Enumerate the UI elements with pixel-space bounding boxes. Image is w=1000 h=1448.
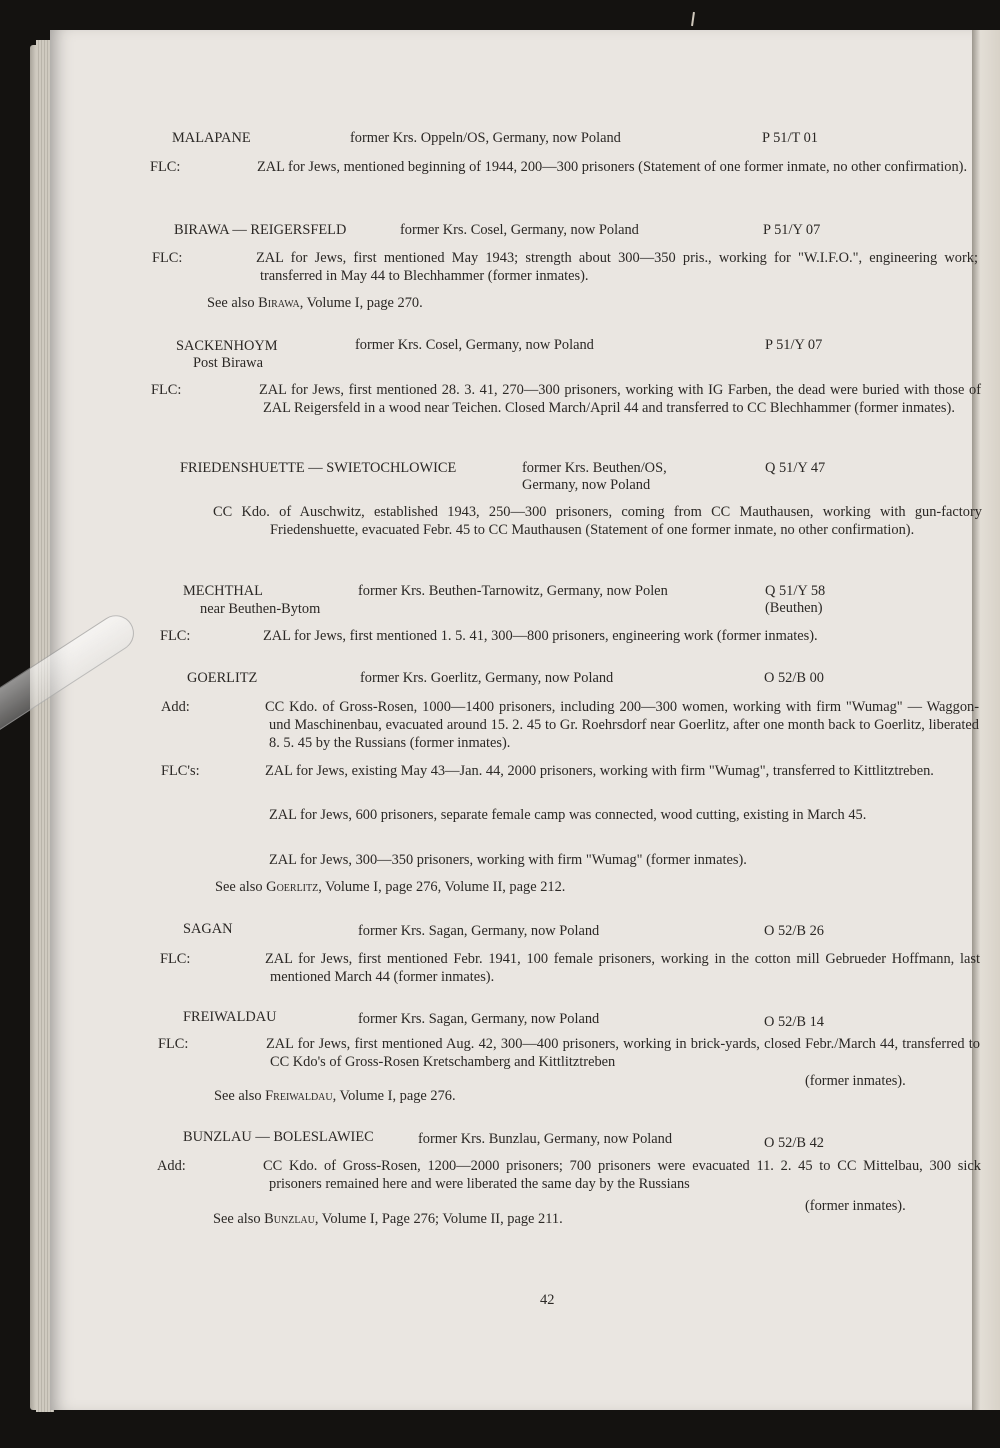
see-also-ref: Birawa [258,295,300,311]
entry-name-mechthal: MECHTHAL [183,583,263,599]
paragraph-text: ZAL for Jews, first mentioned 1. 5. 41, 300—800 prisoners, engineering work (former inmates). [263,628,818,644]
entry-grid: Q 51/Y 58 [765,583,826,599]
entry-name-sagan: SAGAN [183,921,233,937]
entry-location: former Krs. Cosel, Germany, now Poland [400,222,639,238]
see-also-suffix: , Volume I, page 276. [332,1088,456,1104]
paragraph-text: ZAL for Jews, mentioned beginning of 1944, 200—300 prisoners (Statement of one former inmate, no other confirmation). [257,159,968,175]
see-also-ref: Goerlitz [266,879,319,895]
entry-paragraph [157,1157,981,1193]
entry-location: former Krs. Sagan, Germany, now Poland [358,923,600,939]
entry-paragraph [269,806,925,824]
see-also [207,294,423,312]
entry-location: former Krs. Bunzlau, Germany, now Poland [418,1131,673,1147]
see-also [214,1087,456,1105]
see-also [213,1210,563,1228]
entry-grid: Q 51/Y 47 [765,460,826,476]
paragraph-lead: FLC's: [161,763,200,779]
paragraph-lead: FLC: [152,250,183,266]
paragraph-lead: FLC: [150,159,181,175]
entry-location: former Krs. Beuthen/OS, [522,460,667,476]
paragraph-text: of Auschwitz, established 1943, 250—300 prisoners, coming from CC Mauthausen, working with gun-factory Friedenshuette, evacuated Febr. 45 to CC Mauthausen (Statement of one former inmate, no other confirmation). [270,504,982,538]
entry-location-line2: Germany, now Poland [522,477,651,493]
paragraph-lead: FLC: [160,628,191,644]
entry-paragraph [213,503,982,539]
see-also-prefix: See also [215,879,263,895]
entry-grid: P 51/Y 07 [763,222,821,238]
paragraph-text: ZAL for Jews, 300—350 prisoners, working with firm "Wumag" (former inmates). [269,852,747,868]
paragraph-lead: FLC: [151,382,182,398]
paragraph-lead: CC Kdo. [213,504,270,520]
entry-sub: Post Birawa [193,355,263,371]
entry-name-malapane: MALAPANE [172,130,251,146]
see-also [215,878,565,896]
entry-grid: P 51/Y 07 [765,337,823,353]
entry-location: former Krs. Oppeln/OS, Germany, now Poland [350,130,621,146]
entry-location: former Krs. Beuthen-Tarnowitz, Germany, now Polen [358,583,668,599]
paragraph-text: CC Kdo. of Gross-Rosen, 1000—1400 prisoners, including 200—300 women, working with firm "Wumag" — Waggon- und Maschinenbau, evacuated around 15. 2. 45 to Gr. Roehrsdorf near Goerlitz, after one month back to Goerlitz, liberated 8. 5. 45 by the Russians (former inmates). [265,699,979,751]
entry-paragraph [152,249,978,285]
see-also-ref: Bunzlau [264,1211,315,1227]
entry-grid: O 52/B 14 [764,1014,824,1030]
entry-grid: O 52/B 42 [764,1135,824,1151]
entry-paragraph [161,762,979,780]
paragraph-text: ZAL for Jews, 600 prisoners, separate female camp was connected, wood cutting, existing in March 45. [269,807,867,823]
entry-paragraph [269,851,925,869]
entry-name-bunzlau: BUNZLAU — BOLESLAWIEC [183,1129,374,1145]
paragraph-tail: (former inmates). [805,1073,906,1089]
see-also-prefix: See also [213,1211,261,1227]
entry-location: former Krs. Sagan, Germany, now Poland [358,1011,600,1027]
paragraph-text: ZAL for Jews, first mentioned 28. 3. 41, 270—300 prisoners, working with IG Farben, the dead were buried with those of ZAL Reigersfeld in a wood near Teichen. Closed March/April 44 and transferred to CC Blechhammer (former inmates). [259,382,981,416]
entry-paragraph [150,158,978,176]
paragraph-text: ZAL for Jews, existing May 43—Jan. 44, 2000 prisoners, working with firm "Wumag", transferred to Kittlitztreben. [265,763,934,779]
see-also-prefix: See also [207,295,255,311]
entry-sub: near Beuthen-Bytom [200,601,321,617]
entry-location: former Krs. Cosel, Germany, now Poland [355,337,594,353]
entry-grid: O 52/B 26 [764,923,824,939]
see-also-prefix: See also [214,1088,262,1104]
entry-paragraph [151,381,981,417]
entry-grid-note: (Beuthen) [765,600,823,616]
entry-grid: P 51/T 01 [762,130,818,146]
see-also-ref: Freiwaldau [265,1088,333,1104]
paragraph-text: ZAL for Jews, first mentioned Aug. 42, 300—400 prisoners, working in brick-yards, closed Febr./March 44, transferred to CC Kdo's of Gross-Rosen Kretschamberg and Kittlitztreben [266,1036,980,1070]
entry-paragraph [161,698,979,752]
paragraph-lead: Add: [157,1158,186,1174]
entry-paragraph [158,1035,980,1071]
entry-name-freiwaldau: FREIWALDAU [183,1009,277,1025]
entry-name-goerlitz: GOERLITZ [187,670,258,686]
paragraph-lead: FLC: [158,1036,189,1052]
entry-name-birawa: BIRAWA — REIGERSFELD [174,222,347,238]
page-number: 42 [540,1292,555,1308]
paragraph-text: ZAL for Jews, first mentioned May 1943; strength about 300—350 pris., working for "W.I.F.O.", engineering work; transferred in May 44 to Blechhammer (former inmates). [256,250,978,284]
see-also-suffix: , Volume I, Page 276; Volume II, page 211. [314,1211,563,1227]
see-also-suffix: , Volume I, page 276, Volume II, page 212. [318,879,566,895]
entry-paragraph [160,950,980,986]
see-also-suffix: , Volume I, page 270. [299,295,423,311]
paragraph-tail: (former inmates). [805,1198,906,1214]
paragraph-lead: FLC: [160,951,191,967]
entry-name-sackenhoym: SACKENHOYM [176,338,278,354]
paragraph-text: CC Kdo. of Gross-Rosen, 1200—2000 prisoners; 700 prisoners were evacuated 11. 2. 45 to CC Mittelbau, 300 sick prisoners remained here and were liberated the same day by the Russians [263,1158,981,1192]
entry-name-friedenshuette: FRIEDENSHUETTE — SWIETOCHLOWICE [180,460,457,476]
entry-paragraph [160,627,982,645]
entry-location: former Krs. Goerlitz, Germany, now Poland [360,670,614,686]
entry-grid: O 52/B 00 [764,670,824,686]
paragraph-lead: Add: [161,699,190,715]
paragraph-text: ZAL for Jews, first mentioned Febr. 1941, 100 female prisoners, working in the cotton mill Gebrueder Hoffmann, last mentioned March 44 (former inmates). [265,951,980,985]
